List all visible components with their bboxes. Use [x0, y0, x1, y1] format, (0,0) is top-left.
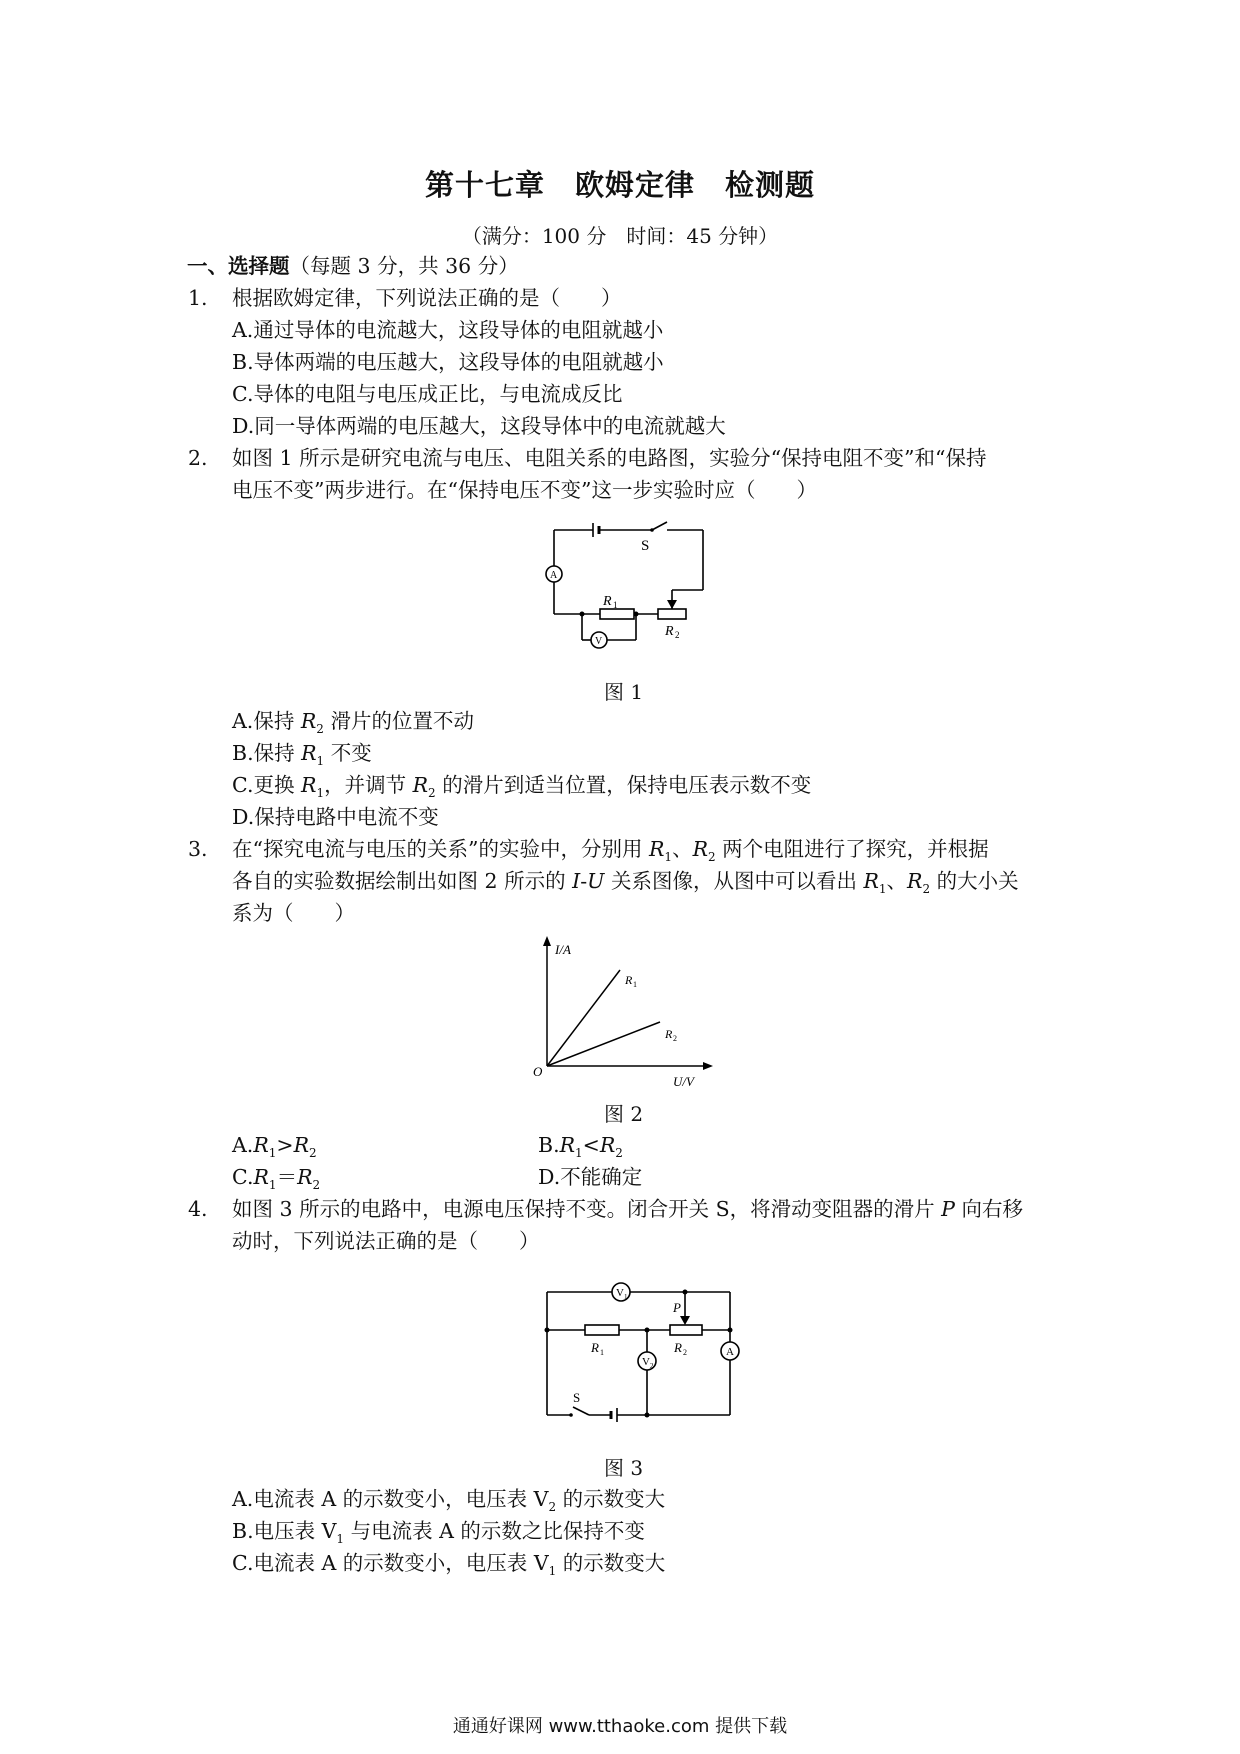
q4-option-a: A.电流表 A 的示数变小，电压表 $V_2$ 的示数变大 [232, 1487, 666, 1515]
switch-label: S [573, 1390, 581, 1405]
rheostat-r2 [670, 1325, 702, 1335]
q1-stem: 根据欧姆定律，下列说法正确的是（ ） [232, 286, 622, 310]
q4-number: 4. [188, 1197, 208, 1221]
v2-label: V [642, 1356, 650, 1368]
voltmeter-label: V [595, 636, 603, 647]
q4-stem-line2: 动时，下列说法正确的是（ ） [232, 1229, 540, 1253]
footer-credit: 通通好课网 www.tthaoke.com 提供下载 [452, 1716, 788, 1737]
ammeter-label: A [550, 570, 558, 581]
page-title: 第十七章 欧姆定律 检测题 [424, 168, 815, 202]
r1-line-label: R [625, 973, 633, 987]
figure-2-graph [525, 932, 725, 1092]
q4-option-c: C.电流表 A 的示数变小，电压表 $V_1$ 的示数变大 [232, 1551, 666, 1579]
q2-option-d: D.保持电路中电流不变 [232, 805, 439, 829]
r1-label: R [603, 594, 612, 609]
resistor-r1 [585, 1325, 619, 1335]
exam-info: （满分：100 分 时间：45 分钟） [461, 224, 779, 248]
ammeter-label: A [726, 1346, 734, 1358]
q3-number: 3. [188, 837, 208, 861]
q2-option-c: C.更换 $R_1$，并调节 $R_2$ 的滑片到适当位置，保持电压表示数不变 [232, 773, 812, 801]
origin-label: O [533, 1064, 543, 1079]
r1-line-subscript: 1 [633, 980, 637, 989]
section-note: （每题 3 分，共 36 分） [289, 254, 519, 278]
switch-label: S [641, 538, 650, 554]
r1-label: R [591, 1340, 599, 1355]
section-label: 一、选择题 [187, 254, 290, 278]
q3-option-b: $B.R_1<R_2$ [538, 1133, 623, 1161]
slider-p-label: P [673, 1300, 681, 1315]
y-axis-label: I/A [555, 942, 571, 957]
q1-option-d: D.同一导体两端的电压越大，这段导体中的电流就越大 [232, 414, 726, 438]
q3-stem-line1: 在“探究电流与电压的关系”的实验中，分别用 $R_1$、$R_2$ 两个电阻进行了探究，并根据 [232, 837, 989, 865]
q1-option-a: A.通过导体的电流越大，这段导体的电阻就越小 [232, 318, 664, 342]
q4-stem-line1: 如图 3 所示的电路中，电源电压保持不变。闭合开关 S，将滑动变阻器的滑片 P 向右移 [232, 1197, 1023, 1221]
v1-label: V [616, 1287, 624, 1299]
q4-option-b: B.电压表 $V_1$ 与电流表 A 的示数之比保持不变 [232, 1519, 645, 1547]
figure-1-caption: 图 1 [604, 680, 644, 704]
q1-number: 1. [188, 286, 208, 310]
q3-stem-line3: 系为（ ） [232, 901, 355, 925]
q3-option-c: $C.R_1=R_2$ [232, 1165, 321, 1193]
v1-subscript: 1 [624, 1293, 628, 1301]
q2-stem-line2: 电压不变”两步进行。在“保持电压不变”这一步实验时应（ ） [232, 478, 817, 502]
q2-option-a: A.保持 $R_2$ 滑片的位置不动 [232, 709, 474, 737]
r2-label: R [674, 1340, 682, 1355]
r2-subscript: 2 [675, 630, 680, 640]
r2-subscript: 2 [683, 1348, 687, 1357]
q1-option-b: B.导体两端的电压越大，这段导体的电阻就越小 [232, 350, 664, 374]
r1-subscript: 1 [600, 1348, 604, 1357]
x-axis-label: U/V [673, 1074, 694, 1089]
r2-label: R [665, 624, 674, 639]
figure-3-caption: 图 3 [604, 1456, 644, 1480]
q2-option-b: B.保持 $R_1$ 不变 [232, 741, 372, 769]
r2-line-subscript: 2 [673, 1034, 677, 1043]
figure-2-caption: 图 2 [604, 1102, 644, 1126]
q1-option-c: C.导体的电阻与电压成正比，与电流成反比 [232, 382, 623, 406]
section-heading [187, 252, 519, 280]
r1-subscript: 1 [613, 600, 618, 610]
slider-p-arrow [680, 1316, 690, 1325]
rheostat-r2 [658, 609, 686, 619]
v2-subscript: 2 [650, 1362, 654, 1370]
figure-3-circuit [535, 1280, 755, 1430]
slider-arrow [667, 600, 677, 609]
q2-stem-line1: 如图 1 所示是研究电流与电压、电阻关系的电路图，实验分“保持电阻不变”和“保持 [232, 446, 987, 470]
q2-number: 2. [188, 446, 208, 470]
switch-blade [573, 1407, 589, 1415]
figure-1-circuit [540, 520, 720, 660]
resistor-r1 [600, 609, 634, 619]
q3-option-d: D.不能确定 [538, 1165, 643, 1189]
q3-stem-line2: 各自的实验数据绘制出如图 2 所示的 I-U 关系图像，从图中可以看出 $R_1$、$R_2$ 的大小关 [232, 869, 1019, 897]
switch-blade [652, 522, 667, 530]
q3-option-a: $A.R_1>R_2$ [232, 1133, 317, 1161]
r2-line-label: R [665, 1027, 673, 1041]
